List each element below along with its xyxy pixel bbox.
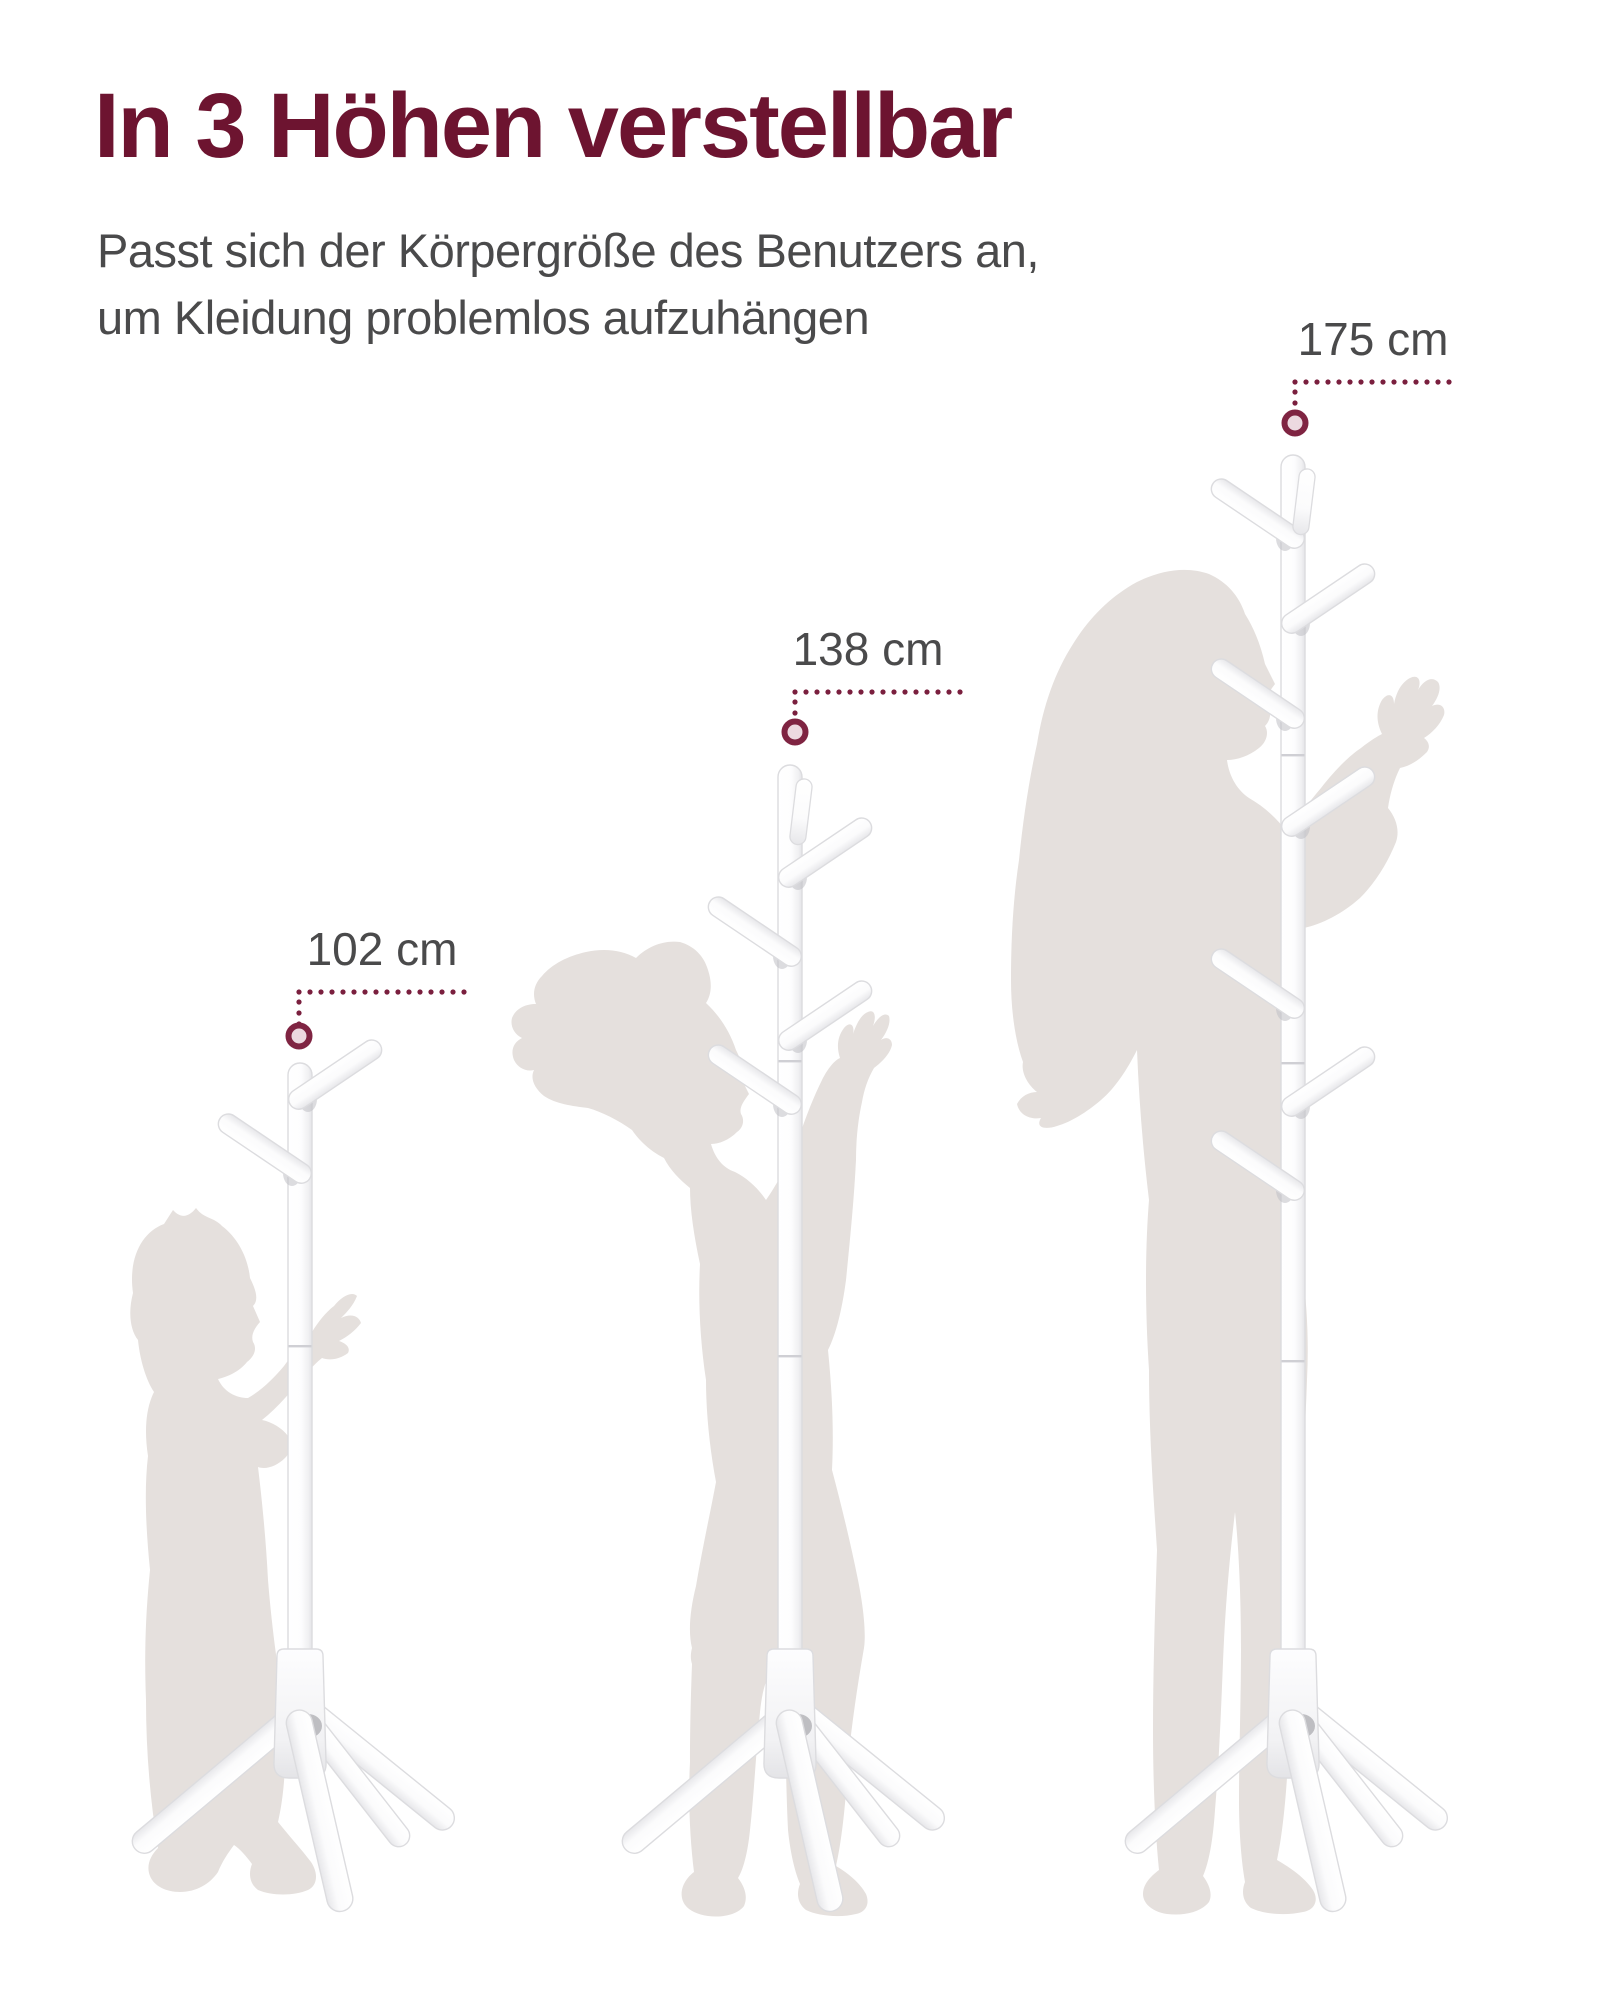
height-marker-138cm bbox=[785, 692, 963, 743]
height-label-102cm: 102 cm bbox=[306, 923, 458, 975]
coat-rack-138cm bbox=[617, 765, 949, 1914]
rack-pole bbox=[1281, 455, 1305, 1668]
page-title: In 3 Höhen verstellbar bbox=[94, 75, 1012, 177]
height-marker-102cm bbox=[289, 992, 466, 1047]
page-subtitle bbox=[97, 218, 1039, 351]
pole-joint-line bbox=[779, 1355, 802, 1357]
pole-joint-line bbox=[1282, 1062, 1305, 1064]
subtitle-line-2: um Kleidung problemlos aufzuhängen bbox=[97, 290, 870, 344]
pole-joint-line bbox=[779, 1060, 802, 1062]
height-marker-175cm bbox=[1285, 382, 1453, 434]
adult-woman-silhouette bbox=[1011, 570, 1444, 1915]
rack-pole bbox=[778, 765, 802, 1668]
ring-marker bbox=[1285, 413, 1306, 434]
pole-joint-line bbox=[1282, 754, 1305, 756]
ring-marker bbox=[785, 722, 806, 743]
ring-marker bbox=[289, 1026, 310, 1047]
height-label-138cm: 138 cm bbox=[792, 623, 944, 675]
pole-joint-line bbox=[289, 1345, 312, 1347]
height-label-175cm: 175 cm bbox=[1297, 313, 1449, 365]
pole-joint-line bbox=[1282, 1360, 1305, 1362]
rack-pole bbox=[288, 1063, 312, 1668]
subtitle-line-1: Passt sich der Körpergröße des Benutzers an, bbox=[97, 224, 1039, 277]
